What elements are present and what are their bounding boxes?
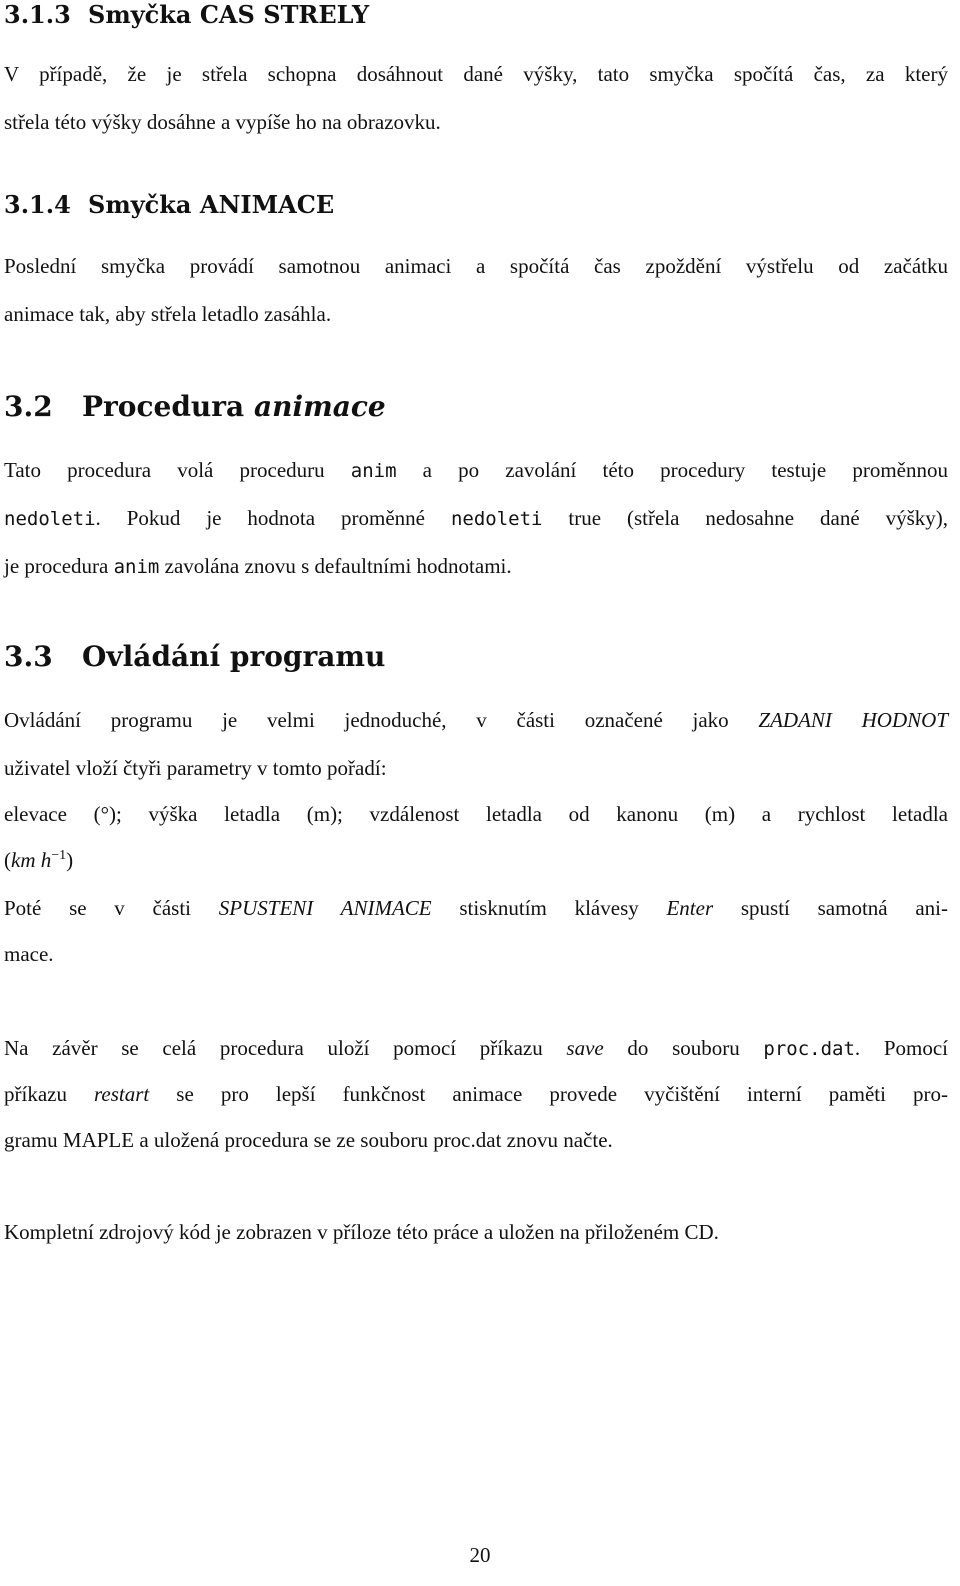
heading-3-1-3: 3.1.3 Smyčka CAS STRELY	[4, 0, 370, 29]
code-nedoleti: nedoleti	[4, 508, 96, 530]
code-anim: anim	[113, 556, 160, 578]
paragraph-line: Poté se v části SPUSTENI ANIMACE stisknutím klávesy Enter spustí samotná ani-	[4, 896, 948, 920]
paragraph-line: je procedura anim zavolána znovu s defaultními hodnotami.	[4, 554, 512, 578]
code-proc-dat: proc.dat	[763, 1038, 855, 1060]
paragraph-line: uživatel vloží čtyři parametry v tomto pořadí:	[4, 756, 387, 780]
paragraph-line: Na závěr se celá procedura uloží pomocí příkazu save do souboru proc.dat. Pomocí	[4, 1036, 949, 1060]
code-anim: anim	[350, 460, 397, 482]
paragraph-line: nedoleti. Pokud je hodnota proměnné nedoleti true (střela nedosahne dané výšky),	[4, 506, 948, 530]
paragraph-line: příkazu restart se pro lepší funkčnost animace provede vyčištění interní paměti pro-	[4, 1082, 948, 1106]
heading-3-2: 3.2 Procedura animace	[4, 390, 386, 423]
paragraph-line: Poslední smyčka provádí samotnou animaci a spočítá čas zpoždění výstřelu od začátku	[4, 254, 948, 278]
heading-3-1-4: 3.1.4 Smyčka ANIMACE	[4, 190, 335, 219]
paragraph-line: gramu MAPLE a uložená procedura se ze souboru proc.dat znovu načte.	[4, 1128, 613, 1152]
page-number: 20	[469, 1543, 491, 1567]
paragraph-line: mace.	[4, 942, 54, 966]
paragraph-line: Kompletní zdrojový kód je zobrazen v příloze této práce a uložen na přiloženém CD.	[4, 1220, 719, 1244]
heading-3-3: 3.3 Ovládání programu	[4, 640, 386, 673]
paragraph-line: animace tak, aby střela letadlo zasáhla.	[4, 302, 332, 326]
paragraph-line: Ovládání programu je velmi jednoduché, v části označené jako ZADANI HODNOT	[4, 708, 948, 732]
paragraph-line: střela této výšky dosáhne a vypíše ho na obrazovku.	[4, 110, 441, 134]
code-nedoleti: nedoleti	[450, 508, 543, 530]
paragraph-line: Tato procedura volá proceduru anim a po zavolání této procedury testuje proměnnou	[4, 458, 948, 482]
paragraph-line: V případě, že je střela schopna dosáhnout dané výšky, tato smyčka spočítá čas, za který	[4, 62, 948, 86]
paragraph-line: elevace (°); výška letadla (m); vzdálenost letadla od kanonu (m) a rychlost letadla	[4, 802, 948, 826]
paragraph-line: (km $h^{-1}$)	[4, 848, 74, 872]
